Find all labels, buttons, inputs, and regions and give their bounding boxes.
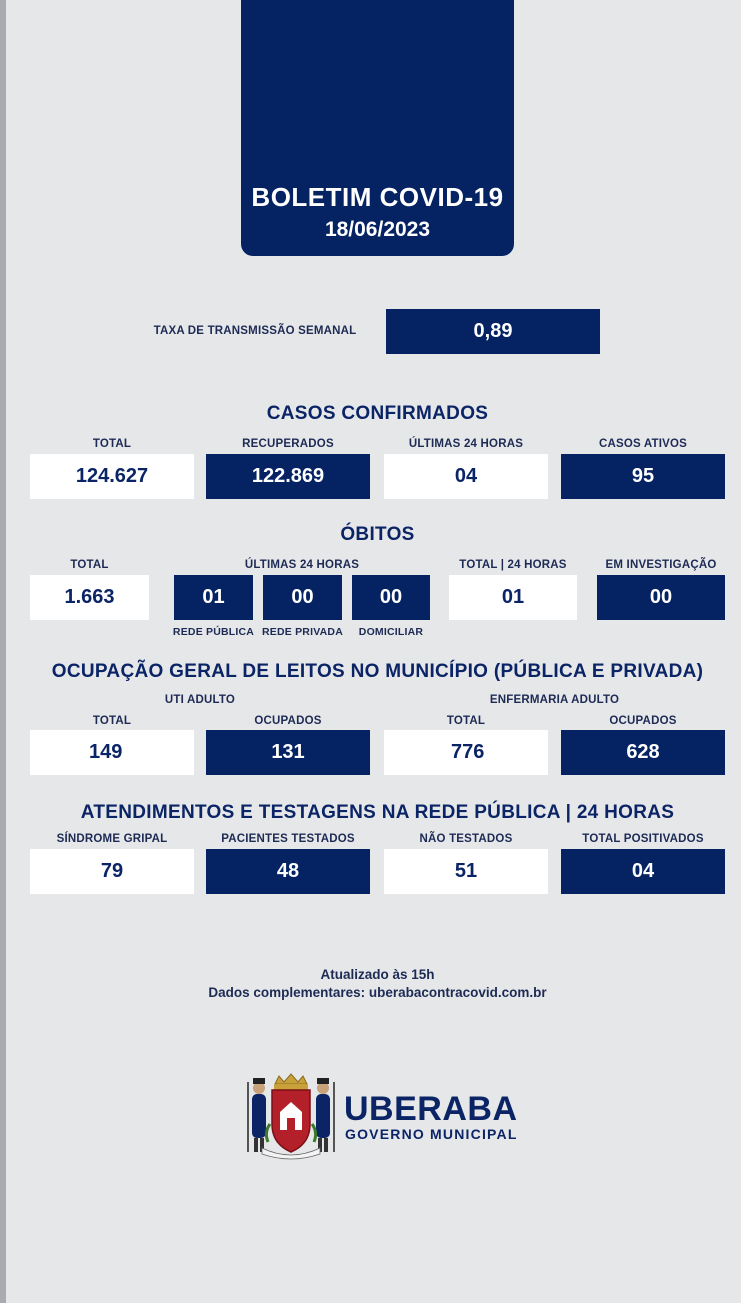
testing-flu-label: SÍNDROME GRIPAL (56, 833, 168, 845)
updated-time: Atualizado às 15h (320, 967, 435, 982)
cases-title: CASOS CONFIRMADOS (266, 403, 489, 424)
bulletin-title: BOLETIM COVID-19 (251, 182, 504, 212)
cases-active-value: 95 (561, 454, 725, 499)
cases-24h-value: 04 (384, 454, 548, 499)
testing-flu-value: 79 (30, 849, 194, 894)
deaths-24h-label: ÚLTIMAS 24 HORAS (244, 559, 360, 571)
beds-ward-total-value: 776 (384, 730, 548, 775)
testing-not-tested-value: 51 (384, 849, 548, 894)
header-banner (241, 0, 514, 256)
cases-total-label: TOTAL (92, 438, 132, 450)
testing-positive-label: TOTAL POSITIVADOS (582, 833, 704, 845)
more-data-link[interactable]: Dados complementares: uberabacontracovid.com.br (208, 985, 547, 1000)
deaths-investigation-value: 00 (597, 575, 725, 620)
coat-of-arms-icon (244, 1072, 338, 1160)
transmission-label: TAXA DE TRANSMISSÃO SEMANAL (153, 325, 357, 337)
cases-total-value: 124.627 (30, 454, 194, 499)
beds-title: OCUPAÇÃO GERAL DE LEITOS NO MUNICÍPIO (PÚBLICA E PRIVADA) (51, 661, 704, 682)
deaths-investigation-label: EM INVESTIGAÇÃO (605, 559, 717, 571)
beds-uti-total-value: 149 (30, 730, 194, 775)
beds-ward-occupied-label: OCUPADOS (609, 715, 677, 727)
deaths-public-label: REDE PÚBLICA (172, 626, 255, 638)
cases-active-label: CASOS ATIVOS (598, 438, 688, 450)
cases-recovered-label: RECUPERADOS (242, 438, 334, 450)
deaths-title: ÓBITOS (340, 524, 415, 545)
testing-not-tested-label: NÃO TESTADOS (419, 833, 513, 845)
beds-ward-occupied-value: 628 (561, 730, 725, 775)
deaths-total24-value: 01 (449, 575, 577, 620)
deaths-home-label: DOMICILIAR (358, 626, 424, 638)
beds-uti-label: UTI ADULTO (164, 694, 236, 706)
testing-positive-value: 04 (561, 849, 725, 894)
left-edge-strip (0, 0, 6, 1303)
deaths-public-value: 01 (174, 575, 253, 620)
cases-recovered-value: 122.869 (206, 454, 370, 499)
testing-tested-label: PACIENTES TESTADOS (221, 833, 355, 845)
logo-subtitle: GOVERNO MUNICIPAL (345, 1126, 518, 1142)
transmission-value: 0,89 (386, 309, 600, 354)
cases-24h-label: ÚLTIMAS 24 HORAS (408, 438, 524, 450)
beds-uti-occupied-label: OCUPADOS (254, 715, 322, 727)
deaths-private-value: 00 (263, 575, 342, 620)
bulletin-date: 18/06/2023 (324, 218, 431, 241)
deaths-total-label: TOTAL (70, 559, 109, 571)
beds-ward-total-label: TOTAL (446, 715, 486, 727)
deaths-private-label: REDE PRIVADA (262, 626, 343, 638)
beds-ward-label: ENFERMARIA ADULTO (489, 694, 620, 706)
deaths-total-value: 1.663 (30, 575, 149, 620)
beds-uti-occupied-value: 131 (206, 730, 370, 775)
testing-tested-value: 48 (206, 849, 370, 894)
testing-title: ATENDIMENTOS E TESTAGENS NA REDE PÚBLICA | 24 HORAS (80, 802, 675, 823)
deaths-home-value: 00 (352, 575, 430, 620)
logo-city-name: UBERABA (344, 1090, 518, 1128)
deaths-total24-label: TOTAL | 24 HORAS (459, 559, 567, 571)
beds-uti-total-label: TOTAL (92, 715, 132, 727)
